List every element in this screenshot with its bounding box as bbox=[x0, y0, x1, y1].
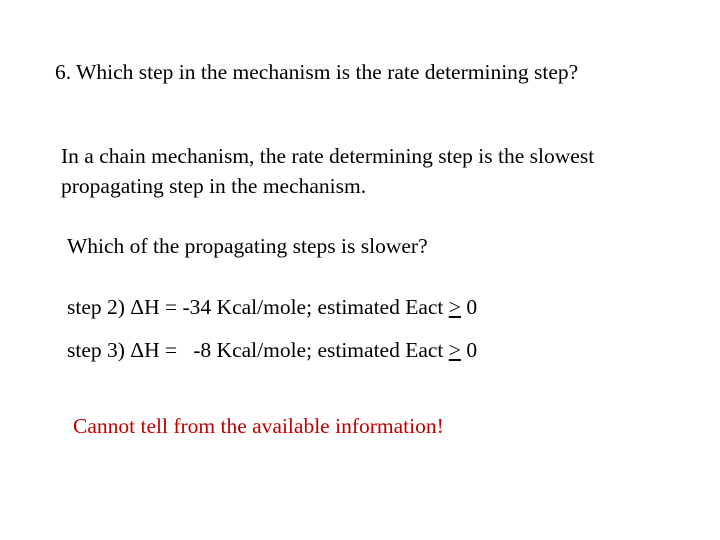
step-2-line bbox=[67, 297, 477, 319]
step-2-value: 0 bbox=[460, 295, 478, 319]
answer-text: Cannot tell from the available information! bbox=[73, 414, 444, 438]
step-3-prefix: step 3) ΔH = -8 Kcal/mole; estimated Eact bbox=[67, 338, 449, 362]
explanation-text: In a chain mechanism, the rate determining step is the slowest propagating step in the mechanism. bbox=[61, 144, 595, 198]
step-2-relation: > bbox=[448, 295, 461, 319]
step-3-value: 0 bbox=[460, 338, 478, 362]
question-text: 6. Which step in the mechanism is the rate determining step? bbox=[55, 60, 579, 84]
step-3-line bbox=[67, 340, 477, 362]
prompt-text: Which of the propagating steps is slower? bbox=[67, 234, 428, 258]
step-3-relation: > bbox=[448, 338, 461, 362]
step-2-prefix: step 2) ΔH = -34 Kcal/mole; estimated Eact bbox=[67, 295, 449, 319]
